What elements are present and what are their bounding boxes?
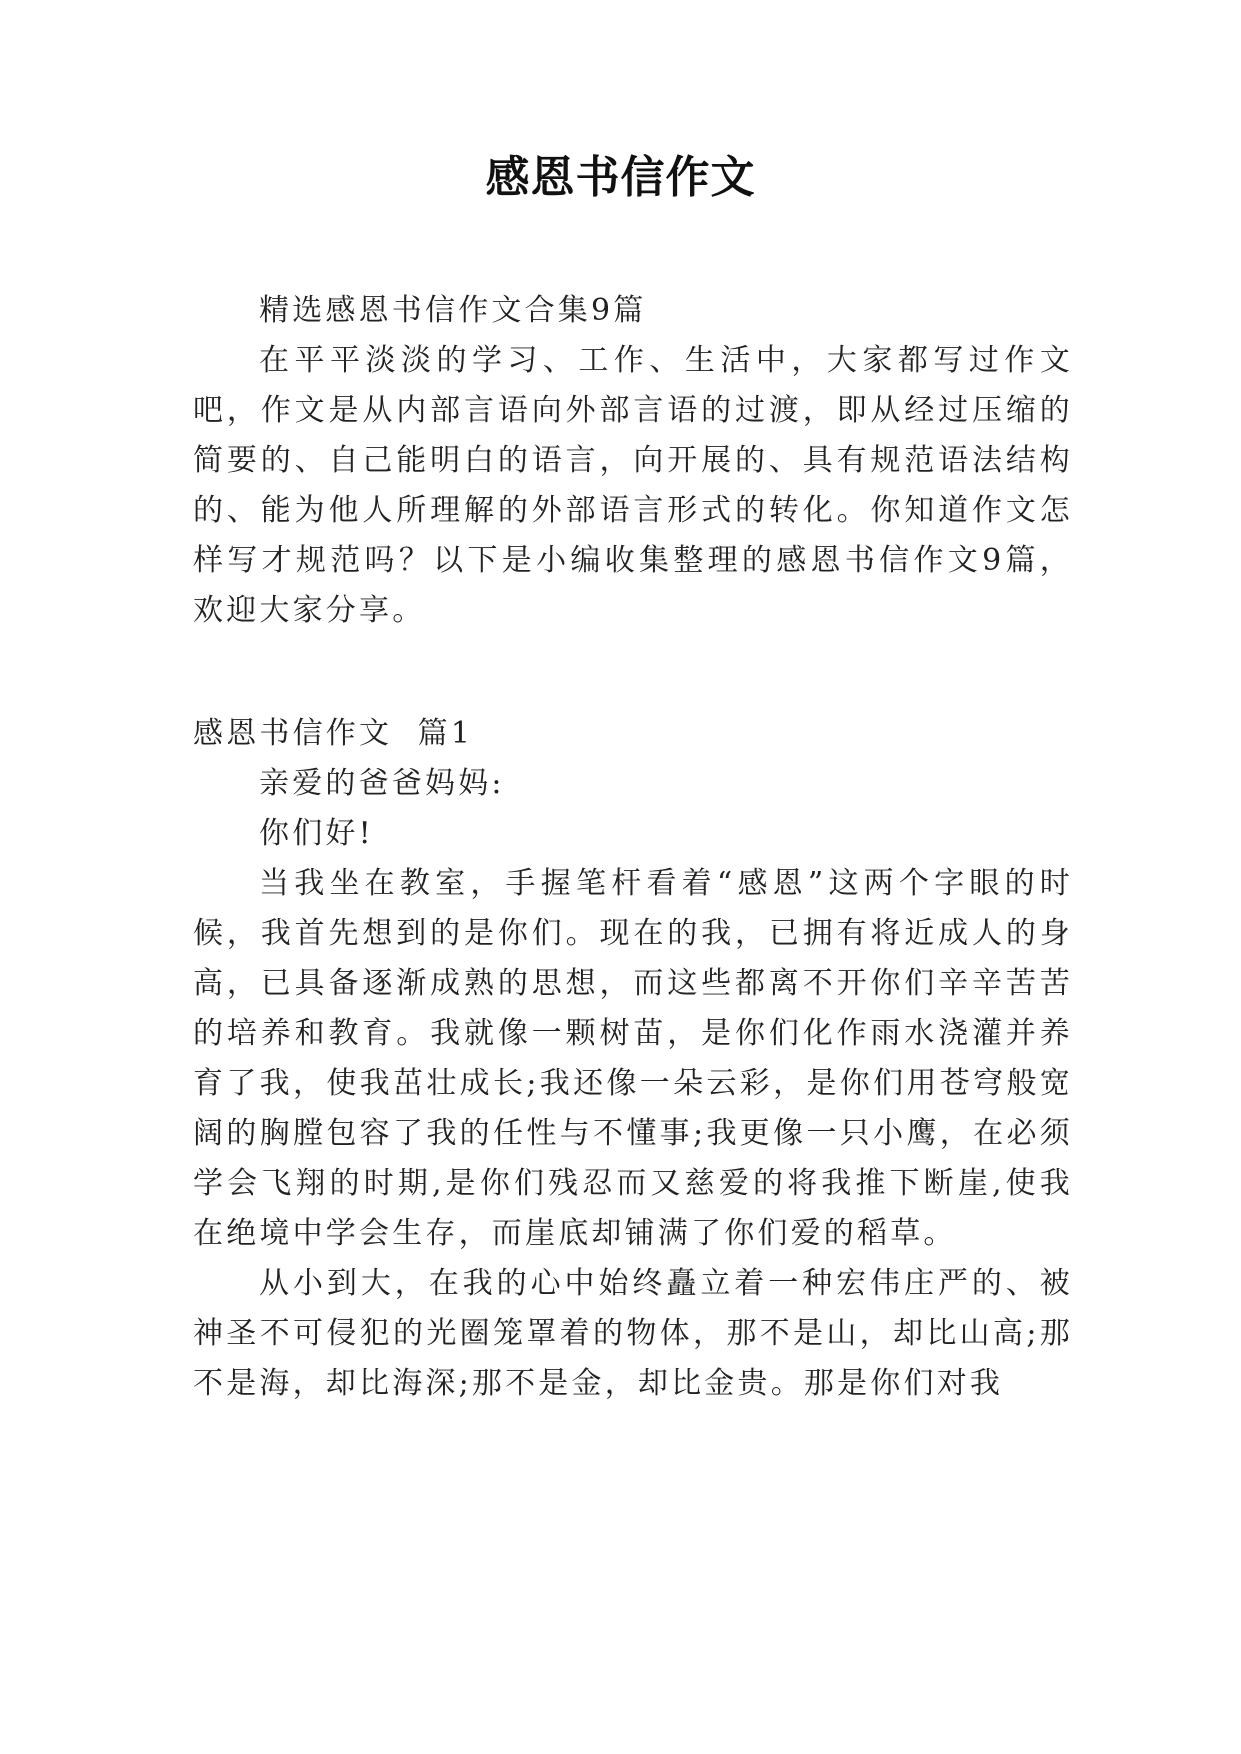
document-title: 感恩书信作文 (485, 152, 756, 203)
section-heading: 感恩书信作文 篇1 (193, 716, 474, 751)
document-body (193, 286, 1073, 1409)
letter-greeting: 你们好! (259, 816, 374, 851)
letter-paragraph: 当我坐在教室，手握笔杆看着“感恩”这两个字眼的时候，我首先想到的是你们。现在的我，已拥有将近成人的身高，已具备逐渐成熟的思想，而这些都离不开你们辛辛苦苦的培养和教育。我就像一颗树苗，是你们化作雨水浇灌并养育了我，使我茁壮成长;我还像一朵云彩，是你们用苍穹般宽阔的胸膛包容了我的任性与不懂事;我更像一只小鹰，在必须学会飞翔的时期,是你们残忍而又慈爱的将我推下断崖,使我在绝境中学会生存，而崖底却铺满了你们爱的稻草。 (193, 866, 1073, 1251)
intro-subtitle: 精选感恩书信作文合集9篇 (259, 293, 647, 328)
intro-paragraph: 在平平淡淡的学习、工作、生活中，大家都写过作文吧，作文是从内部言语向外部言语的过渡，即从经过压缩的简要的、自己能明白的语言，向开展的、具有规范语法结构的、能为他人所理解的外部语言形式的转化。你知道作文怎样写才规范吗？以下是小编收集整理的感恩书信作文9篇，欢迎大家分享。 (193, 343, 1073, 628)
letter-paragraph: 从小到大，在我的心中始终矗立着一种宏伟庄严的、被神圣不可侵犯的光圈笼罩着的物体，那不是山，却比山高;那不是海，却比海深;那不是金，却比金贵。那是你们对我 (193, 1266, 1073, 1401)
letter-salutation: 亲爱的爸爸妈妈: (259, 766, 505, 801)
